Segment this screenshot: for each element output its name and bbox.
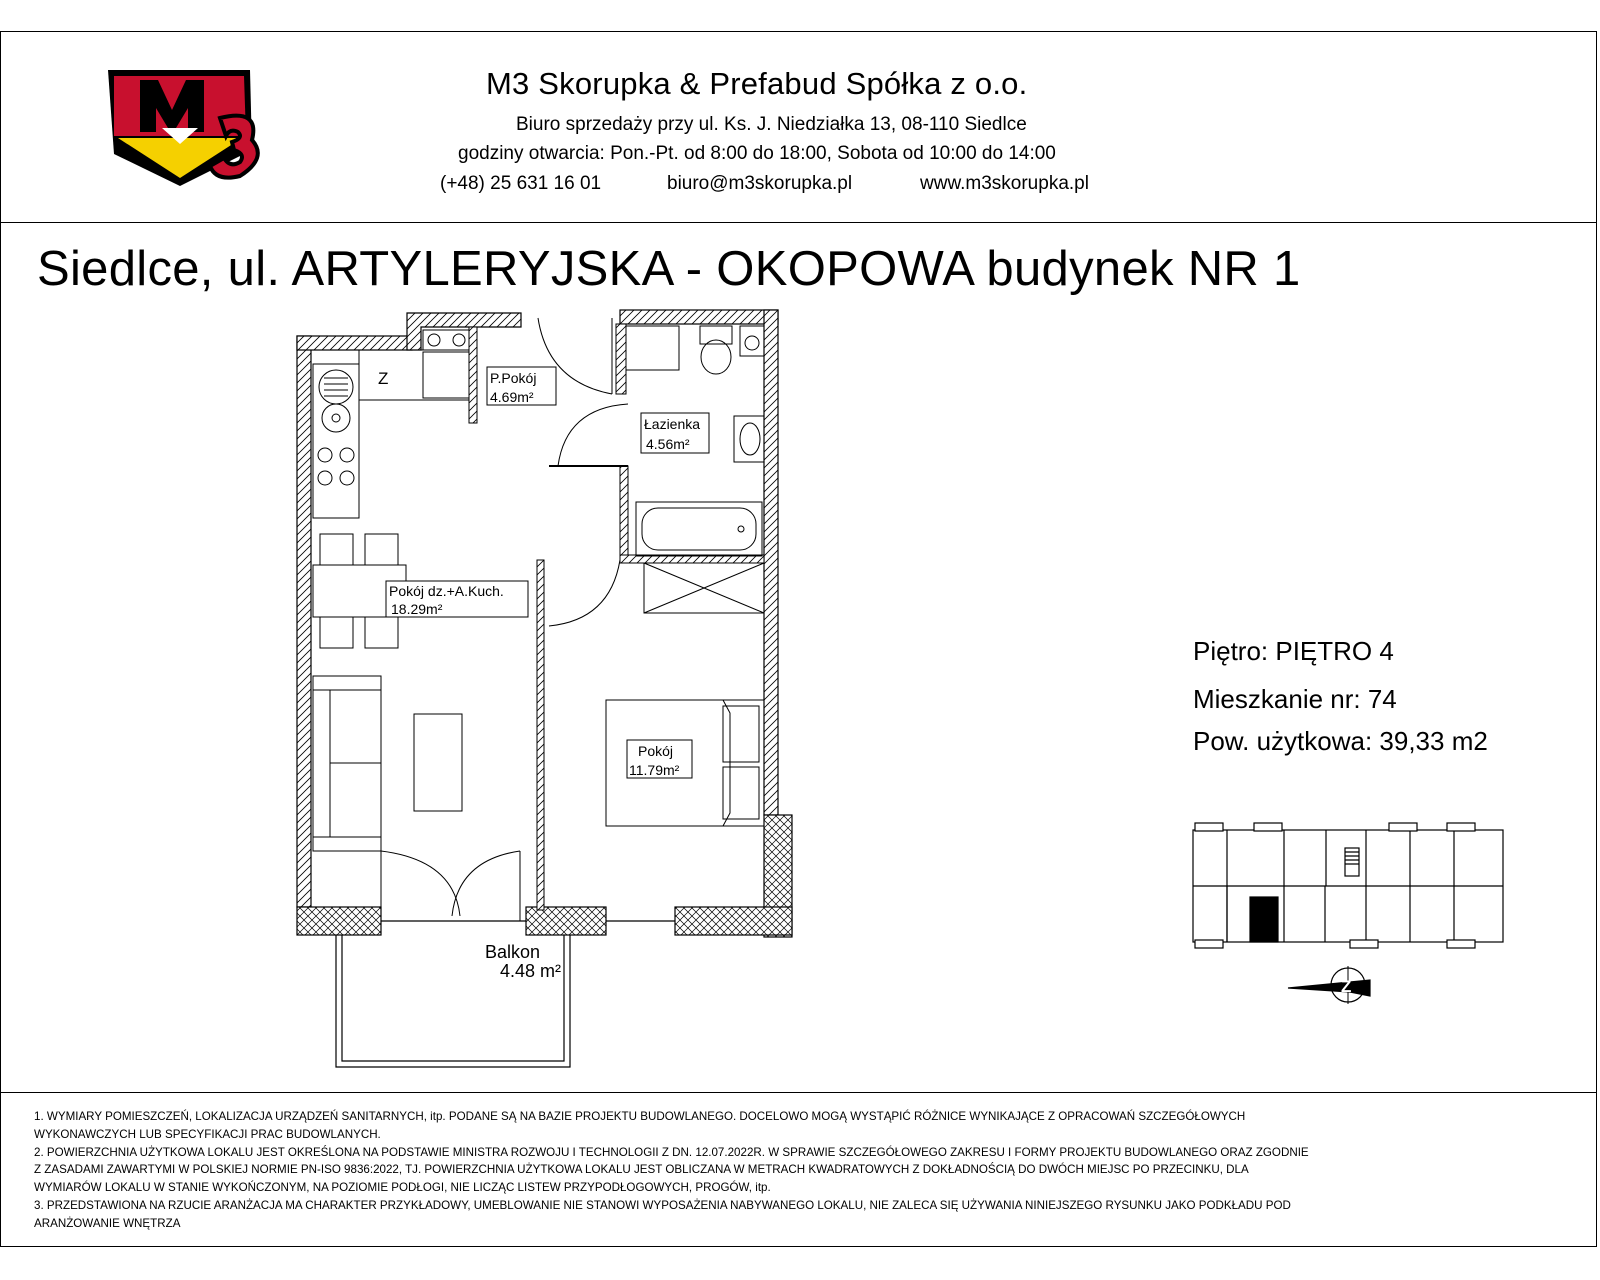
balcony-name: Balkon: [485, 942, 541, 962]
bathroom-fixtures: [626, 326, 764, 613]
living-room-area: 18.29m²: [391, 601, 443, 617]
opening-hours: godziny otwarcia: Pon.-Pt. od 8:00 do 18:00, Sobota od 10:00 do 14:00: [458, 143, 1056, 164]
note-line: Z ZASADAMI ZAWARTYMI W POLSKIEJ NORMIE PN-ISO 9836:2022, TJ. POWIERZCHNIA UŻYTKOWA LOKALU JEST OBLICZANA W METRACH KWADRATOWYCH Z DOKŁADNOŚCIĄ DO DWÓCH MIEJSC PO PRZECINKU, DLA: [34, 1163, 1249, 1177]
bedroom-area: 11.79m²: [629, 762, 680, 778]
compass-icon: [1288, 966, 1370, 1004]
phone-number: (+48) 25 631 16 01: [440, 173, 602, 194]
balcony-area: 4.48 m²: [500, 961, 562, 981]
note-line: ARANŻOWANIE WNĘTRZA: [34, 1216, 181, 1230]
key-plan: [1193, 823, 1503, 948]
apartment-number: Mieszkanie nr: 74: [1193, 684, 1397, 714]
hall-name: P.Pokój: [490, 370, 537, 386]
hall-area: 4.69m²: [490, 389, 534, 405]
usable-area: Pow. użytkowa: 39,33 m2: [1193, 726, 1488, 756]
floor-info: Piętro: PIĘTRO 4: [1193, 636, 1394, 666]
email-link[interactable]: biuro@m3skorupka.pl: [667, 173, 853, 194]
footnotes: [34, 1108, 1474, 1233]
note-line: WYKONAWCZYCH LUB SPECYFIKACJI PRAC BUDOWLANYCH.: [34, 1127, 381, 1141]
sofa: [313, 676, 462, 851]
note-line: 3. PRZEDSTAWIONA NA RZUCIE ARANŻACJA MA CHARAKTER PRZYKŁADOWY, UMEBLOWANIE NIE STANOWI WYPOSAŻENIA NABYWANEGO LOKALU, NIE ZALECA SIĘ UŻYWANIA NINIEJSZEGO RYSUNKU JAKO PODKŁADU POD: [34, 1198, 1291, 1212]
closet-mark: Z: [378, 369, 389, 388]
doors: [381, 318, 628, 921]
bedroom-name: Pokój: [638, 743, 674, 759]
company-name: M3 Skorupka & Prefabud Spółka z o.o.: [486, 66, 1028, 101]
note-line: WYMIARÓW LOKALU W STANIE WYKOŃCZONYM, NA POZIOMIE PODŁOGI, NIE LICZĄC LISTEW PRZYPODŁOGOWYCH, PROGÓW, itp.: [34, 1181, 771, 1195]
bathroom-area: 4.56m²: [646, 436, 690, 452]
office-address: Biuro sprzedaży przy ul. Ks. J. Niedziałka 13, 08-110 Siedlce: [516, 114, 1027, 135]
note-line: 2. POWIERZCHNIA UŻYTKOWA LOKALU JEST OKREŚLONA NA PODSTAWIE MINISTRA ROZWOJU I TECHNOLOGII Z DN. 12.07.2022R. W SPRAWIE SZCZEGÓŁOWEGO ZAKRESU I FORMY PROJEKTU BUDOWLANEGO ORAZ ZGODNIE: [34, 1145, 1309, 1159]
website-link[interactable]: www.m3skorupka.pl: [920, 173, 1089, 194]
page-title: Siedlce, ul. ARTYLERYJSKA - OKOPOWA budynek NR 1: [37, 242, 1301, 296]
living-room-name: Pokój dz.+A.Kuch.: [389, 583, 504, 599]
bathroom-name: Łazienka: [644, 416, 701, 432]
kitchen-furniture: [313, 330, 469, 518]
note-line: 1. WYMIARY POMIESZCZEŃ, LOKALIZACJA URZĄDZEŃ SANITARNYCH, itp. PODANE SĄ NA BAZIE PROJEKTU BUDOWLANEGO. DOCELOWO MOGĄ WYSTĄPIĆ RÓŻNICE WYNIKAJĄCE Z OPRACOWAŃ SZCZEGÓŁOWYCH: [34, 1110, 1246, 1123]
apartment-highlight: [1250, 897, 1278, 942]
compass-label: Z: [1341, 977, 1352, 996]
